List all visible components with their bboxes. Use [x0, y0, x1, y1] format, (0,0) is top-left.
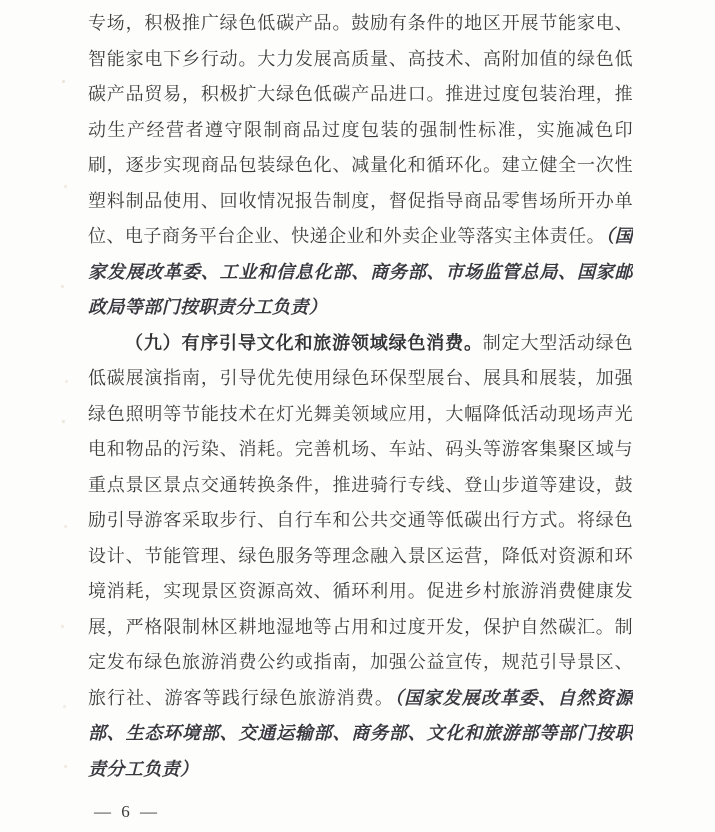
text-line-3: [88, 77, 633, 113]
text-segment-kai: 责分工负责）: [88, 758, 199, 779]
text-segment-body: 碳产品贸易，积极扩大绿色低碳产品进口。推进过度包装治理，推: [88, 84, 633, 104]
text-segment-body: 境消耗，实现景区资源高效、循环利用。促进乡村旅游消费健康发: [88, 581, 633, 601]
text-line-22: [88, 752, 633, 788]
text-segment-heading: （九）有序引导文化和旅游领域绿色消费。: [125, 332, 483, 353]
text-segment-body: 重点景区景点交通转换条件，推进骑行专线、登山步道等建设，鼓: [88, 474, 633, 495]
text-segment-kai: 部、生态环境部、交通运输部、商务部、文化和旅游部等部门按职: [88, 723, 633, 743]
text-segment-body: 动生产经营者遵守限制商品过度包装的强制性标准，实施减色印: [88, 119, 633, 140]
document-text: [88, 6, 633, 787]
text-segment-body: 制定大型活动绿色: [482, 332, 633, 353]
text-segment-kai: 家发展改革委、工业和信息化部、商务部、市场监管总局、国家邮: [88, 261, 633, 282]
text-line-15: [88, 503, 633, 539]
text-line-16: [88, 539, 633, 575]
text-line-18: [88, 610, 633, 646]
text-line-19: [88, 645, 633, 681]
text-line-1: [88, 6, 633, 42]
text-segment-body: 绿色照明等节能技术在灯光舞美领域应用，大幅降低活动现场声光: [88, 403, 633, 424]
text-segment-body: 电和物品的污染、消耗。完善机场、车站、码头等游客集聚区域与: [88, 439, 633, 459]
text-segment-body: 设计、节能管理、绿色服务等理念融入景区运营，降低对资源和环: [88, 545, 633, 566]
text-segment-body: 低碳展演指南，引导优先使用绿色环保型展台、展具和展装，加强: [88, 368, 633, 388]
text-segment-body: 专场，积极推广绿色低碳产品。鼓励有条件的地区开展节能家电、: [88, 13, 633, 33]
text-segment-body: 励引导游客采取步行、自行车和公共交通等低碳出行方式。将绿色: [88, 510, 633, 530]
text-line-20: [88, 681, 633, 717]
text-line-14: [88, 468, 633, 504]
text-line-9: [88, 290, 633, 326]
page-number: — 6 —: [94, 802, 160, 821]
text-line-12: [88, 397, 633, 433]
text-segment-body: 定发布绿色旅游消费公约或指南，加强公益宣传，规范引导景区、: [88, 652, 633, 672]
scan-artifact-speckles: [62, 80, 65, 83]
text-segment-body: 旅行社、游客等践行绿色旅游消费。: [88, 687, 395, 708]
text-line-10: [88, 326, 633, 362]
text-segment-body: 展，严格限制林区耕地湿地等占用和过度开发，保护自然碳汇。制: [88, 616, 633, 637]
text-line-21: [88, 716, 633, 752]
text-segment-kai: 政局等部门按职责分工负责）: [88, 297, 328, 317]
text-line-17: [88, 574, 633, 610]
text-line-6: [88, 184, 633, 220]
text-line-2: [88, 42, 633, 78]
text-segment-body: 塑料制品使用、回收情况报告制度，督促指导商品零售场所开办单: [88, 190, 633, 211]
text-segment-kai: （国家发展改革委、自然资源: [394, 687, 633, 708]
text-segment-body: 刷，逐步实现商品包装绿色化、减量化和循环化。建立健全一次性: [88, 155, 633, 175]
text-line-7: [88, 219, 633, 255]
text-segment-kai: （国: [605, 226, 633, 246]
text-segment-body: 智能家电下乡行动。大力发展高质量、高技术、高附加值的绿色低: [88, 48, 633, 69]
text-line-13: [88, 432, 633, 468]
text-segment-body: 位、电子商务平台企业、快递企业和外卖企业等落实主体责任。: [88, 226, 606, 246]
text-line-5: [88, 148, 633, 184]
text-line-8: [88, 255, 633, 291]
text-line-4: [88, 113, 633, 149]
text-line-11: [88, 361, 633, 397]
